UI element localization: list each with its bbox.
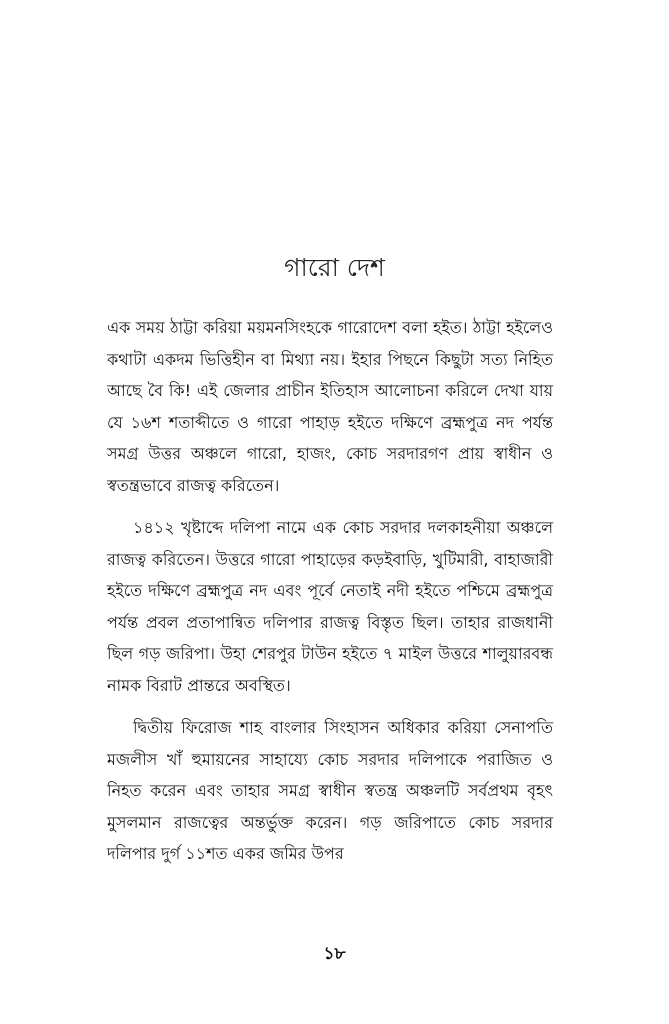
paragraph-3: দ্বিতীয় ফিরোজ শাহ বাংলার সিংহাসন অধিকার করিয়া সেনাপতি মজলীস খাঁ হুমায়নের সাহায্যে কোচ সরদার দলিপাকে পরাজিত ও নিহত করেন এবং তাহার সমগ্র স্বাধীন স্বতন্ত্র অঞ্চলটি সর্বপ্রথম বৃহৎ মুসলমান রাজত্বের অন্তর্ভুক্ত করেন। গড় জরিপাতে কোচ সরদার দলিপার দুর্গ ১১শত একর জমির উপর	[107, 718, 553, 863]
page-number: ১৮	[323, 944, 346, 964]
body-text	[107, 312, 553, 881]
paragraph-1: এক সময় ঠাট্টা করিয়া ময়মনসিংহকে গারোদেশ বলা হইত। ঠাট্টা হইলেও কথাটা একদম ভিত্তিহীন বা মিথ্যা নয়। ইহার পিছনে কিছুটা সত্য নিহিত আছে বৈ কি! এই জেলার প্রাচীন ইতিহাস আলোচনা করিলে দেখা যায় যে ১৬শ শতাব্দীতে ও গারো পাহাড় হইতে দক্ষিণে ব্রহ্মপুত্র নদ পর্যন্ত সমগ্র উত্তর অঞ্চলে গারো, হাজং, কোচ সরদারগণ প্রায় স্বাধীন ও স্বতন্ত্রভাবে রাজত্ব করিতেন।	[107, 318, 553, 495]
paragraph-2: ১৪১২ খৃষ্টাব্দে দলিপা নামে এক কোচ সরদার দলকাহনীয়া অঞ্চলে রাজত্ব করিতেন। উত্তরে গারো পাহাড়ের কড়ইবাড়ি, খুটিমারী, বাহাজারী হইতে দক্ষিণে ব্রহ্মপুত্র নদ এবং পূর্বে নেতাই নদী হইতে পশ্চিমে ব্রহ্মপুত্র পর্যন্ত প্রবল প্রতাপান্বিত দলিপার রাজত্ব বিস্তৃত ছিল। তাহার রাজধানী ছিল গড় জরিপা। উহা শেরপুর টাউন হইতে ৭ মাইল উত্তরে শালুয়ারবন্ধ নামক বিরাট প্রান্তরে অবস্থিত।	[107, 518, 553, 695]
chapter-title: গারো দেশ	[284, 253, 385, 282]
